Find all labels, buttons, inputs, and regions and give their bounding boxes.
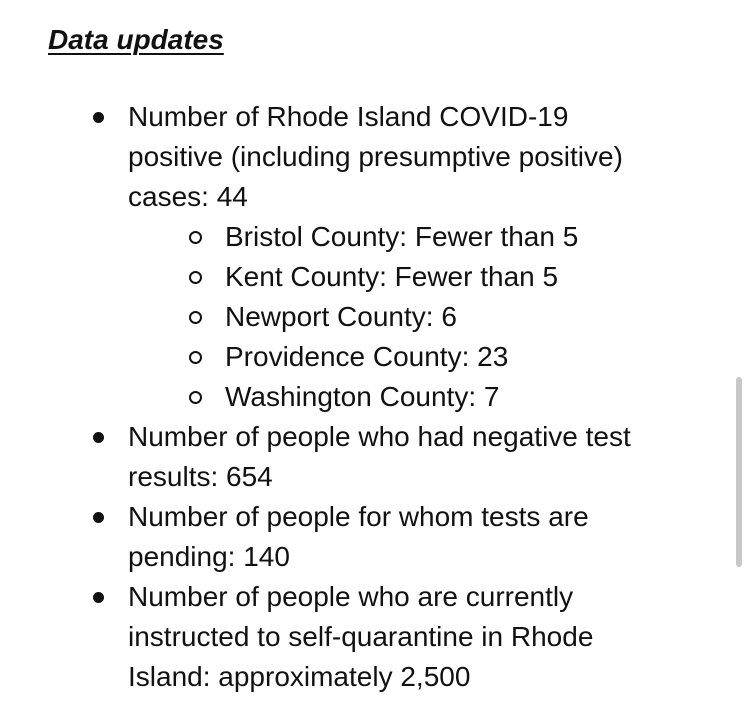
- sublist-item-washington: [0, 377, 700, 417]
- list-item-text: Number of people who had negative test results: 654: [128, 421, 631, 492]
- list-item-negative-results: [0, 417, 668, 497]
- sublist-item-bristol: [0, 217, 700, 257]
- sublist-item-text: Providence County: 23: [225, 341, 509, 372]
- hollow-bullet-icon: [189, 231, 202, 244]
- bullet-icon: [93, 112, 104, 123]
- bullet-icon: [93, 512, 104, 523]
- updates-list: [0, 97, 700, 697]
- sublist-item-text: Kent County: Fewer than 5: [225, 261, 559, 292]
- section-heading: Data updates: [48, 24, 224, 55]
- list-item-text: Number of Rhode Island COVID-19 positive (including presumptive positive) cases: 44: [128, 101, 623, 212]
- hollow-bullet-icon: [189, 311, 202, 324]
- hollow-bullet-icon: [189, 271, 202, 284]
- scrollbar-thumb[interactable]: [736, 377, 742, 567]
- list-item-positive-cases: [0, 97, 668, 217]
- bullet-icon: [93, 432, 104, 443]
- list-item-self-quarantine: [0, 577, 668, 697]
- bullet-icon: [93, 592, 104, 603]
- hollow-bullet-icon: [189, 391, 202, 404]
- hollow-bullet-icon: [189, 351, 202, 364]
- sublist-item-kent: [0, 257, 700, 297]
- sublist-item-text: Newport County: 6: [225, 301, 457, 332]
- list-item-text: Number of people who are currently instructed to self-quarantine in Rhode Island: approximately 2,500: [128, 581, 594, 692]
- list-item-text: Number of people for whom tests are pending: 140: [128, 501, 589, 572]
- sublist-item-text: Washington County: 7: [225, 381, 500, 412]
- sublist-item-providence: [0, 337, 700, 377]
- sublist-item-text: Bristol County: Fewer than 5: [225, 221, 579, 252]
- sublist-item-newport: [0, 297, 700, 337]
- list-item-pending-tests: [0, 497, 668, 577]
